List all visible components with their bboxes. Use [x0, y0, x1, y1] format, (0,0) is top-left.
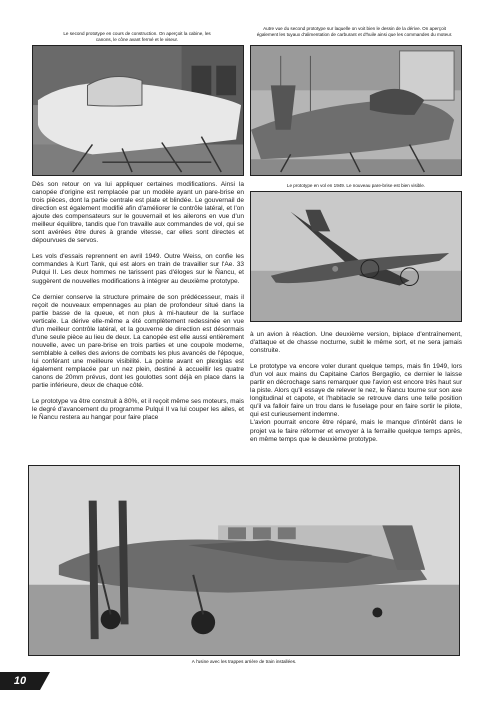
caption-bottom: A l'usine avec les trappes arrière de train installées. [191, 659, 297, 664]
article-left-column [32, 181, 244, 430]
paragraph: Dès son retour on va lui appliquer certaines modifications. Ainsi la canopée d'origine est remplacée par un modèle ayant un pare-brise en trois pièces, dont la partie centrale est plate et blindée. Le gouvernail de direction est également modifié afin d'améliorer le contrôle latéral, et l'on ajoute des compensateurs sur le gouvernail et les ailerons en vue d'un meilleur équilibre, tandis que l'on travaille aux commandes de vol, qui se sont avérées être dures à grande vitesse, car elles sont directes et dépourvues de servos. [32, 181, 244, 245]
caption-top-right: Autre vue du second prototype sur laquelle on voit bien le dessin de la dérive. On aperçoit également les tuyaux d'alimentation de carburant et d'huile ainsi que les commandes du moteur. [256, 26, 453, 37]
paragraph: Ce dernier conserve la structure primaire de son prédécesseur, mais il reçoit de nouveaux empennages au plan de profondeur situé dans la partie basse de la queue, et non plus à mi-hauteur de la surface verticale. La dérive elle-même a été complètement redessinée en vue d'un meilleur contrôle latéral, et la gouverne de direction est désormais d'une seule pièce au lieu de deux. La canopée est elle aussi entièrement nouvelle, avec un pare-brise en trois parties et une coupole moderne, semblable à celles des avions de combats les plus avancés de l'époque, lui conférant une meilleure visibilité. La pointe avant en plexiglas est également remplacée par un nez plein, destiné à accueillir les quatre canons de 20mm prévus, dont les goulottes sont déjà en place dans la partie inférieure, deux de chaque côté. [32, 293, 244, 390]
photo-prototype-construction [32, 45, 244, 176]
photo-prototype-factory [28, 465, 460, 656]
paragraph: L'avion pourrait encore être réparé, mais le manque d'intérêt dans le projet va le faire réformer et envoyer à la ferraille quelque temps après, en même temps que le deuxième prototype. [250, 419, 462, 443]
paragraph: à un avion à réaction. Une deuxième version, biplace d'entraînement, d'attaque et de chasse nocturne, subit le même sort, et ne sera jamais construite. [250, 331, 462, 355]
paragraph: Le prototype va encore voler durant quelque temps, mais fin 1949, lors d'un vol aux mains du Capitaine Carlos Bergaglio, ce dernier le laisse partir en décrochage sans remarquer que l'avion est encore très haut sur la piste. Alors qu'il essaye de relever le nez, le Ñancu tourne sur son axe longitudinal et capote, et l'habitacle se retrouve dans une telle position qu'il va falloir faire un trou dans le fuselage pour en faire sortir le pilote, qui est curieusement indemne. [250, 363, 462, 419]
photo-prototype-in-flight [250, 191, 462, 322]
photo-prototype-fin [250, 45, 462, 176]
caption-top-left: Le second prototype en cours de construction. On aperçoit la cabine, les canons, le cône avant fermé et le viseur. [63, 31, 211, 42]
article-right-column [250, 331, 462, 452]
paragraph: Les vols d'essais reprennent en avril 1949. Outre Weiss, on confie les commandes à Kurt Tank, qui est alors en train de travailler sur l'Ae. 33 Pulqui II. Les deux hommes ne tarissent pas d'éloges sur le Ñancu, et suggèrent de nouvelles modifications à intégrer au deuxième prototype. [32, 253, 244, 285]
caption-middle-right: Le prototype en vol en 1949. Le nouveau pare-brise est bien visible. [286, 183, 426, 188]
paragraph: Le prototype va être construit à 80%, et il reçoit même ses moteurs, mais le degré d'avancement du programme Pulqui II va lui couper les ailes, et le Ñancu restera au hangar pour faire place [32, 398, 244, 422]
page-number: 10 [0, 672, 40, 690]
